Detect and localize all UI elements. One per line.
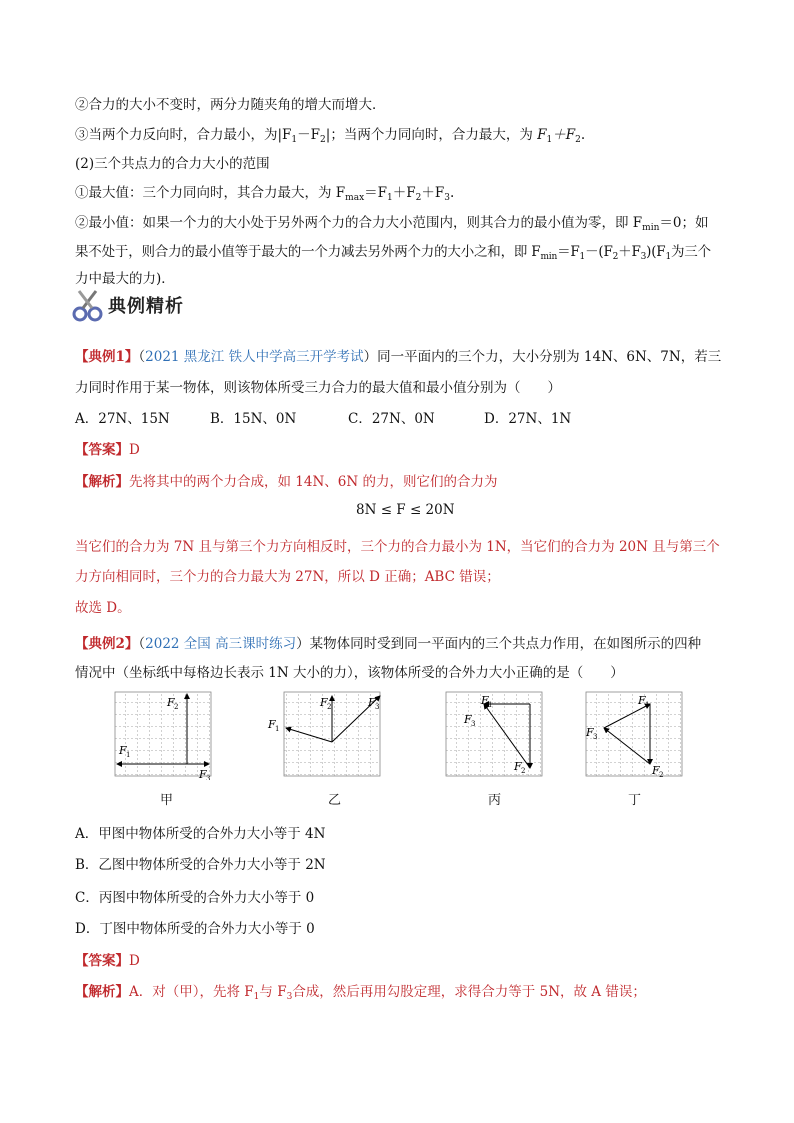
ex1-option-a: A．27N、15N xyxy=(75,411,170,427)
svg-text:2: 2 xyxy=(659,771,664,779)
ex2-option-c: C．丙图中物体所受的合外力大小等于 0 xyxy=(75,890,315,906)
svg-text:2: 2 xyxy=(327,703,332,711)
ex2-analysis-line-1: 【解析】A．对（甲），先将 $F_1$与 $F_3$合成，然后再用勾股定理，求得合力等于 5N，故 A 错误； xyxy=(75,984,646,1002)
svg-text:1: 1 xyxy=(645,701,650,709)
svg-text:F: F xyxy=(167,696,175,709)
svg-text:F: F xyxy=(638,694,646,707)
section-title: 典例精析 xyxy=(108,296,184,317)
figure-label-yi: 乙 xyxy=(328,793,342,808)
svg-text:1: 1 xyxy=(488,701,493,709)
scissors-icon xyxy=(72,288,104,322)
figure-label-ding: 丁 xyxy=(628,793,642,808)
ex1-analysis-line-2: 当它们的合力为 7N 且与第三个力方向相反时，三个力的合力最小为 1N，当它们的合力为 20N 且与第三个 xyxy=(75,539,720,555)
figure-jia xyxy=(113,690,218,780)
figure-ding xyxy=(584,690,689,780)
ex1-option-d: D．27N、1N xyxy=(484,411,572,427)
ex1-analysis-line-4: 故选 D。 xyxy=(75,600,131,616)
svg-text:F: F xyxy=(368,696,376,709)
svg-text:F: F xyxy=(199,768,207,780)
theory-line-7: 力中最大的力)． xyxy=(75,271,175,287)
theory-line-4: ①最大值：三个力同向时，其合力最大，为 $F_{max}=F_1+F_2+F_3$. xyxy=(75,185,455,203)
ex1-option-b: B．15N、0N xyxy=(210,411,297,427)
ex1-formula: 8N ≤ F ≤ 20N xyxy=(356,502,455,518)
ex2-option-b: B．乙图中物体所受的合外力大小等于 2N xyxy=(75,857,326,873)
svg-text:F: F xyxy=(481,694,489,707)
svg-text:2: 2 xyxy=(174,703,179,711)
svg-text:1: 1 xyxy=(275,725,280,733)
figure-label-bing: 丙 xyxy=(488,793,502,808)
ex2-option-d: D．丁图中物体所受的合外力大小等于 0 xyxy=(75,921,315,937)
theory-line-1: ②合力的大小不变时，两分力随夹角的增大而增大． xyxy=(75,97,386,113)
ex1-analysis-line-1: 【解析】先将其中的两个力合成，如 14N、6N 的力，则它们的合力为 xyxy=(75,474,498,490)
svg-text:3: 3 xyxy=(471,720,476,728)
svg-text:F: F xyxy=(464,713,472,726)
theory-line-2: ③当两个力反向时，合力最小，为$|F_1-F_2|$；当两个力同向时，合力最大，为 $F_1+F_2$. xyxy=(75,127,586,145)
figure-yi xyxy=(262,690,392,780)
svg-text:F: F xyxy=(586,726,594,739)
svg-text:F: F xyxy=(652,764,660,777)
svg-text:F: F xyxy=(514,760,522,773)
svg-text:3: 3 xyxy=(593,733,598,741)
svg-text:F: F xyxy=(119,744,127,757)
ex2-question-line-2: 情况中（坐标纸中每格边长表示 1N 大小的力），该物体所受的合外力大小正确的是（ ） xyxy=(75,665,624,681)
ex1-question-line-1: 【典例1】（2021 黑龙江 铁人中学高三开学考试）同一平面内的三个力，大小分别为 14N、6N、7N，若三 xyxy=(75,349,722,365)
svg-text:F: F xyxy=(320,696,328,709)
svg-text:1: 1 xyxy=(126,751,131,759)
ex2-question-line-1: 【典例2】（2022 全国 高三课时练习）某物体同时受到同一平面内的三个共点力作用，在如图所示的四种 xyxy=(75,636,702,652)
svg-text:3: 3 xyxy=(206,775,211,780)
ex1-option-c: C．27N、0N xyxy=(348,411,435,427)
theory-line-6: 果不处于，则合力的最小值等于最大的一个力减去另外两个力的大小之和，即 $F_{min}=F_1-(F_2+F_3)(F_1$为三个 xyxy=(75,244,711,262)
svg-text:F: F xyxy=(268,718,276,731)
ex1-answer: 【答案】D xyxy=(75,442,140,458)
ex2-option-a: A．甲图中物体所受的合外力大小等于 4N xyxy=(75,826,326,842)
svg-text:3: 3 xyxy=(375,703,380,711)
figure-bing xyxy=(444,690,549,780)
ex1-question-line-2: 力同时作用于某一物体，则该物体所受三力合力的最大值和最小值分别为（ ） xyxy=(75,380,561,396)
figure-label-jia: 甲 xyxy=(160,793,174,808)
ex2-answer: 【答案】D xyxy=(75,953,140,969)
theory-line-3: (2)三个共点力的合力大小的范围 xyxy=(75,156,270,172)
ex1-analysis-line-3: 力方向相同时，三个力的合力最大为 27N，所以 D 正确；ABC 错误； xyxy=(75,569,500,585)
theory-line-5: ②最小值：如果一个力的大小处于另外两个力的合力大小范围内，则其合力的最小值为零，即 $F_{min}=0$；如 xyxy=(75,215,709,233)
section-header xyxy=(72,288,184,322)
svg-text:2: 2 xyxy=(521,767,526,775)
